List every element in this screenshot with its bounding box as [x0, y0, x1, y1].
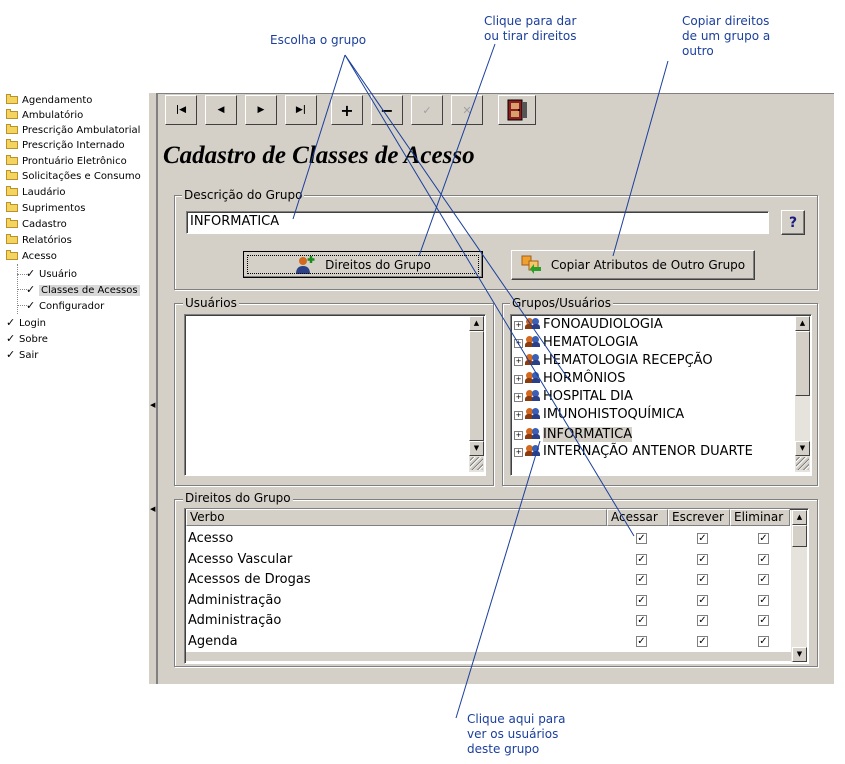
checkmark-icon: ✓: [26, 283, 36, 296]
tree-item-sair[interactable]: ✓ Sair: [6, 348, 39, 361]
column-header-verbo[interactable]: Verbo: [186, 509, 607, 526]
checkmark-icon: ✓: [26, 299, 36, 312]
group-tree-item[interactable]: + FONOAUDIOLOGIA: [515, 317, 663, 332]
annotation-copiar-1: Copiar direitos: [682, 14, 770, 28]
annotation-escolha: Escolha o grupo: [270, 33, 367, 47]
checkbox-acessar[interactable]: ✓: [637, 615, 646, 626]
group-tree-item[interactable]: + HORMÔNIOS: [515, 371, 626, 386]
scroll-up-icon[interactable]: ▲: [792, 510, 807, 525]
direitos-do-grupo-button[interactable]: Direitos do Grupo: [243, 251, 483, 278]
group-tree-item[interactable]: + IMUNOHISTOQUÍMICA: [515, 407, 685, 422]
annotation-clique-usuarios-1: Clique aqui para: [467, 712, 566, 726]
checkbox-escrever[interactable]: ✓: [698, 595, 707, 606]
annotation-copiar-3: outro: [682, 44, 714, 58]
tree-folder-ambulatorio[interactable]: Ambulatório: [6, 108, 83, 123]
column-header-eliminar[interactable]: Eliminar: [730, 509, 790, 526]
next-icon: ▶: [257, 105, 265, 115]
expand-icon[interactable]: +: [515, 321, 522, 329]
plus-icon: +: [340, 100, 354, 120]
expand-icon[interactable]: +: [515, 393, 522, 401]
column-header-acessar[interactable]: Acessar: [607, 509, 668, 526]
checkbox-acessar[interactable]: ✓: [637, 595, 646, 606]
checkbox-escrever[interactable]: ✓: [698, 554, 707, 565]
checkmark-icon: ✓: [6, 348, 16, 361]
expand-icon[interactable]: +: [515, 357, 522, 365]
page-title: Cadastro de Classes de Acesso: [163, 142, 475, 169]
annotation-clique-direitos-2: ou tirar direitos: [484, 29, 577, 43]
grid-cell-verbo: Agenda: [188, 634, 238, 649]
usuarios-label: Usuários: [185, 296, 237, 310]
annotation-clique-usuarios-2: ver os usuários: [467, 727, 559, 741]
help-button[interactable]: ?: [781, 210, 805, 235]
checkbox-eliminar[interactable]: ✓: [759, 533, 768, 544]
checkbox-escrever[interactable]: ✓: [698, 615, 707, 626]
scroll-up-icon[interactable]: ▲: [795, 316, 810, 331]
minus-icon: −: [380, 100, 394, 120]
scroll-down-icon[interactable]: ▼: [469, 441, 484, 456]
prior-icon: ◀: [217, 105, 225, 115]
grid-cell-verbo: Acesso Vascular: [188, 552, 293, 567]
check-icon: ✓: [422, 103, 432, 117]
last-icon: ▶|: [295, 105, 307, 115]
checkmark-icon: ✓: [6, 316, 16, 329]
grid-cell-verbo: Acesso: [188, 531, 234, 546]
annotation-line: [613, 61, 668, 256]
expand-icon[interactable]: +: [515, 339, 522, 347]
descricao-label: Descrição do Grupo: [184, 188, 303, 202]
annotation-line: [293, 55, 345, 219]
grupos-label: Grupos/Usuários: [512, 296, 611, 310]
tree-folder-prontuario[interactable]: Prontuário Eletrônico: [6, 154, 127, 169]
splitter-arrow-icon: ◀: [150, 401, 156, 409]
group-tree-item[interactable]: + HOSPITAL DIA: [515, 389, 633, 404]
group-tree-item[interactable]: + HEMATOLOGIA RECEPÇÃO: [515, 353, 713, 368]
expand-icon[interactable]: +: [515, 448, 522, 456]
grid-cell-verbo: Administração: [188, 613, 282, 628]
group-tree-item-selected[interactable]: + INFORMATICA: [515, 427, 633, 442]
checkbox-acessar[interactable]: ✓: [637, 636, 646, 647]
tree-item-usuario[interactable]: ✓ Usuário: [26, 267, 78, 280]
checkbox-eliminar[interactable]: ✓: [759, 615, 768, 626]
descricao-input[interactable]: INFORMATICA: [186, 211, 769, 234]
checkbox-acessar[interactable]: ✓: [637, 554, 646, 565]
tree-folder-cadastro[interactable]: Cadastro: [6, 217, 67, 232]
tree-folder-prescricao-ambulatorial[interactable]: Prescrição Ambulatorial: [6, 123, 140, 138]
checkbox-escrever[interactable]: ✓: [698, 636, 707, 647]
x-icon: ✕: [462, 103, 472, 117]
checkbox-eliminar[interactable]: ✓: [759, 554, 768, 565]
expand-icon[interactable]: +: [515, 431, 522, 439]
group-tree-item[interactable]: + HEMATOLOGIA: [515, 335, 639, 350]
splitter-arrow-icon: ◀: [150, 505, 156, 513]
tree-item-configurador[interactable]: ✓ Configurador: [26, 299, 105, 312]
expand-icon[interactable]: +: [515, 411, 522, 419]
checkbox-eliminar[interactable]: ✓: [759, 636, 768, 647]
checkbox-eliminar[interactable]: ✓: [759, 574, 768, 585]
annotation-line: [456, 441, 540, 718]
scroll-down-icon[interactable]: ▼: [792, 647, 807, 662]
checkmark-icon: ✓: [26, 267, 36, 280]
checkbox-acessar[interactable]: ✓: [637, 533, 646, 544]
annotation-clique-usuarios-3: deste grupo: [467, 742, 540, 756]
grid-cell-verbo: Acessos de Drogas: [188, 572, 311, 587]
tree-folder-prescricao-internado[interactable]: Prescrição Internado: [6, 138, 125, 153]
checkbox-escrever[interactable]: ✓: [698, 533, 707, 544]
direitos-label: Direitos do Grupo: [185, 491, 291, 505]
tree-item-sobre[interactable]: ✓ Sobre: [6, 332, 48, 345]
tree-folder-agendamento[interactable]: Agendamento: [6, 93, 92, 108]
checkbox-acessar[interactable]: ✓: [637, 574, 646, 585]
tree-folder-laudario[interactable]: Laudário: [6, 185, 66, 200]
checkmark-icon: ✓: [6, 332, 16, 345]
tree-folder-acesso[interactable]: Acesso: [6, 249, 57, 264]
annotation-line: [419, 44, 495, 256]
annotation-clique-direitos-1: Clique para dar: [484, 14, 577, 28]
checkbox-eliminar[interactable]: ✓: [759, 595, 768, 606]
annotation-line: [345, 55, 634, 536]
checkbox-escrever[interactable]: ✓: [698, 574, 707, 585]
grid-cell-verbo: Administração: [188, 593, 282, 608]
scroll-up-icon[interactable]: ▲: [469, 316, 484, 331]
tree-folder-solicitacoes[interactable]: Solicitações e Consumo: [6, 169, 141, 184]
group-tree-item[interactable]: + INTERNAÇÃO ANTENOR DUARTE: [515, 444, 753, 459]
tree-folder-suprimentos[interactable]: Suprimentos: [6, 201, 85, 216]
tree-item-login[interactable]: ✓ Login: [6, 316, 46, 329]
tree-item-classes-de-acessos[interactable]: ✓ Classes de Acessos: [26, 283, 138, 296]
scroll-down-icon[interactable]: ▼: [795, 441, 810, 456]
expand-icon[interactable]: +: [515, 375, 522, 383]
tree-folder-relatorios[interactable]: Relatórios: [6, 233, 72, 248]
annotation-copiar-2: de um grupo a: [682, 29, 771, 43]
annotation-line: [345, 55, 569, 380]
column-header-escrever[interactable]: Escrever: [668, 509, 730, 526]
first-icon: |◀: [175, 105, 187, 115]
copiar-atributos-button[interactable]: Copiar Atributos de Outro Grupo: [511, 250, 755, 280]
